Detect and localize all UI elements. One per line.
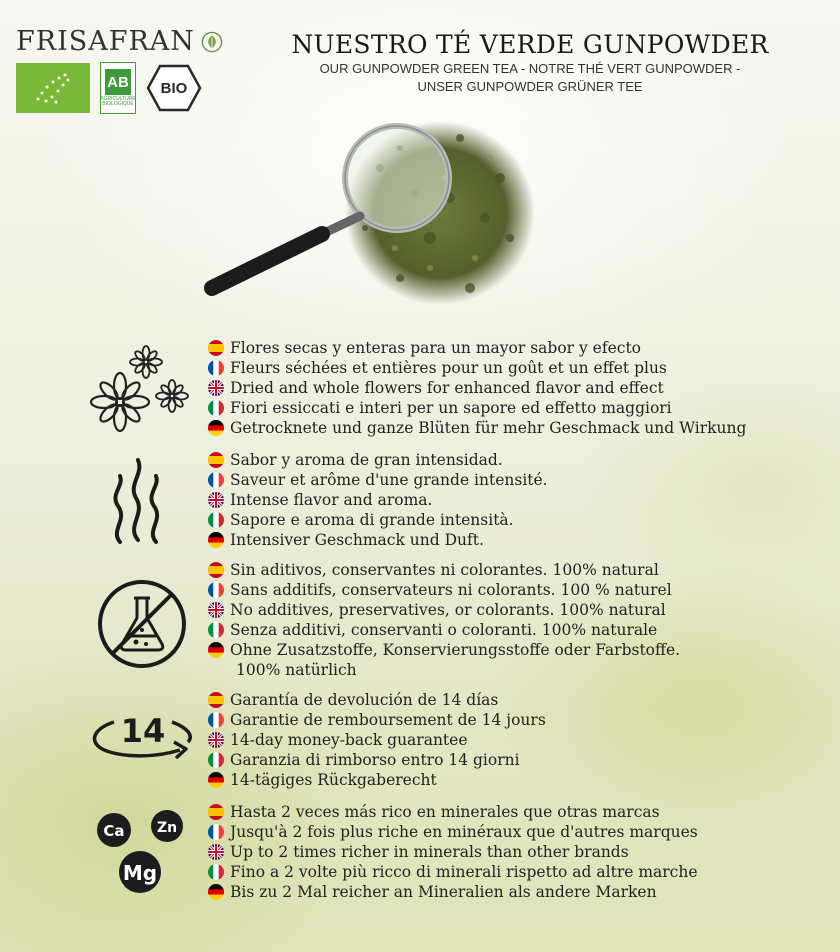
feature-line: 14-day money-back guarantee — [208, 730, 546, 750]
ab-badge — [100, 62, 136, 114]
page-title: NUESTRO TÉ VERDE GUNPOWDER — [291, 30, 769, 59]
minerals-icon — [94, 804, 190, 900]
feature-line: Hasta 2 veces más rico en minerales que otras marcas — [208, 802, 698, 822]
no-additives-flask-icon — [96, 578, 188, 670]
eu-organic-leaf-icon — [16, 63, 90, 113]
bio-badge — [146, 63, 202, 113]
leaf-logo-icon — [201, 31, 223, 53]
flowers-icon — [84, 340, 194, 440]
germany-flag-icon — [208, 532, 224, 548]
italy-flag-icon — [208, 512, 224, 528]
italy-flag-icon — [208, 864, 224, 880]
mineral-ca: Ca — [103, 822, 125, 840]
header — [270, 30, 790, 95]
italy-flag-icon — [208, 752, 224, 768]
feature-text-list — [208, 450, 548, 550]
france-flag-icon — [208, 582, 224, 598]
feature-line: Senza additivi, conservanti o coloranti. 100% naturale — [208, 620, 680, 640]
certification-badges — [16, 62, 202, 114]
uk-flag-icon — [208, 844, 224, 860]
italy-flag-icon — [208, 400, 224, 416]
france-flag-icon — [208, 360, 224, 376]
aroma-steam-icon — [106, 454, 166, 546]
uk-flag-icon — [208, 732, 224, 748]
spain-flag-icon — [208, 562, 224, 578]
feature-text-list — [208, 560, 680, 680]
mineral-mg: Mg — [122, 861, 158, 885]
feature-line: Sapore e aroma di grande intensità. — [208, 510, 548, 530]
uk-flag-icon — [208, 492, 224, 508]
feature-line: Sabor y aroma de gran intensidad. — [208, 450, 548, 470]
feature-line: Saveur et arôme d'une grande intensité. — [208, 470, 548, 490]
feature-line: 14-tägiges Rückgaberecht — [208, 770, 546, 790]
feature-text-list — [208, 690, 546, 790]
germany-flag-icon — [208, 420, 224, 436]
germany-flag-icon — [208, 772, 224, 788]
germany-flag-icon — [208, 642, 224, 658]
brand-logo — [16, 26, 223, 57]
feature-line: Fino a 2 volte più ricco di minerali rispetto ad altre marche — [208, 862, 698, 882]
eu-organic-badge — [16, 63, 90, 113]
feature-line: Ohne Zusatzstoffe, Konservierungsstoffe oder Farbstoffe. — [208, 640, 680, 660]
uk-flag-icon — [208, 380, 224, 396]
feature-text-list — [208, 338, 746, 438]
feature-line: Intensiver Geschmack und Duft. — [208, 530, 548, 550]
ab-small-label: AGRICULTURE BIOLOGIQUE — [100, 96, 136, 107]
france-flag-icon — [208, 472, 224, 488]
mineral-zn: Zn — [156, 820, 178, 836]
feature-line: Garantía de devolución de 14 días — [208, 690, 546, 710]
feature-line: Garantie de remboursement de 14 jours — [208, 710, 546, 730]
feature-text-list — [208, 802, 698, 902]
fourteen-day-return-icon — [88, 704, 198, 774]
svg-text:14: 14 — [120, 712, 166, 750]
feature-line-continuation: 100% natürlich — [236, 661, 357, 679]
ab-label: AB — [105, 69, 131, 95]
feature-line: Intense flavor and aroma. — [208, 490, 548, 510]
subtitle-line-2: UNSER GUNPOWDER GRÜNER TEE — [417, 79, 643, 94]
feature-line: Getrocknete und ganze Blüten für mehr Geschmack und Wirkung — [208, 418, 746, 438]
feature-line: No additives, preservatives, or colorants. 100% natural — [208, 600, 680, 620]
feature-line: Flores secas y enteras para un mayor sabor y efecto — [208, 338, 746, 358]
france-flag-icon — [208, 824, 224, 840]
spain-flag-icon — [208, 452, 224, 468]
subtitle-line-1: OUR GUNPOWDER GREEN TEA - NOTRE THÉ VERT GUNPOWDER - — [319, 61, 741, 76]
france-flag-icon — [208, 712, 224, 728]
feature-line: Bis zu 2 Mal reicher an Mineralien als andere Marken — [208, 882, 698, 902]
germany-flag-icon — [208, 884, 224, 900]
feature-line: Sans additifs, conservateurs ni colorants. 100 % naturel — [208, 580, 680, 600]
magnifying-glass-tea-icon — [200, 118, 540, 318]
feature-line: Dried and whole flowers for enhanced flavor and effect — [208, 378, 746, 398]
feature-line: Fiori essiccati e interi per un sapore ed effetto maggiori — [208, 398, 746, 418]
uk-flag-icon — [208, 602, 224, 618]
bio-label: BIO — [160, 80, 188, 97]
spain-flag-icon — [208, 692, 224, 708]
spain-flag-icon — [208, 340, 224, 356]
feature-line: Garanzia di rimborso entro 14 giorni — [208, 750, 546, 770]
feature-line: Sin aditivos, conservantes ni colorantes. 100% natural — [208, 560, 680, 580]
feature-line: Jusqu'à 2 fois plus riche en minéraux que d'autres marques — [208, 822, 698, 842]
feature-line: Up to 2 times richer in minerals than other brands — [208, 842, 698, 862]
spain-flag-icon — [208, 804, 224, 820]
brand-name: FRISAFRAN — [16, 26, 195, 57]
italy-flag-icon — [208, 622, 224, 638]
feature-line: Fleurs séchées et entières pour un goût et un effet plus — [208, 358, 746, 378]
